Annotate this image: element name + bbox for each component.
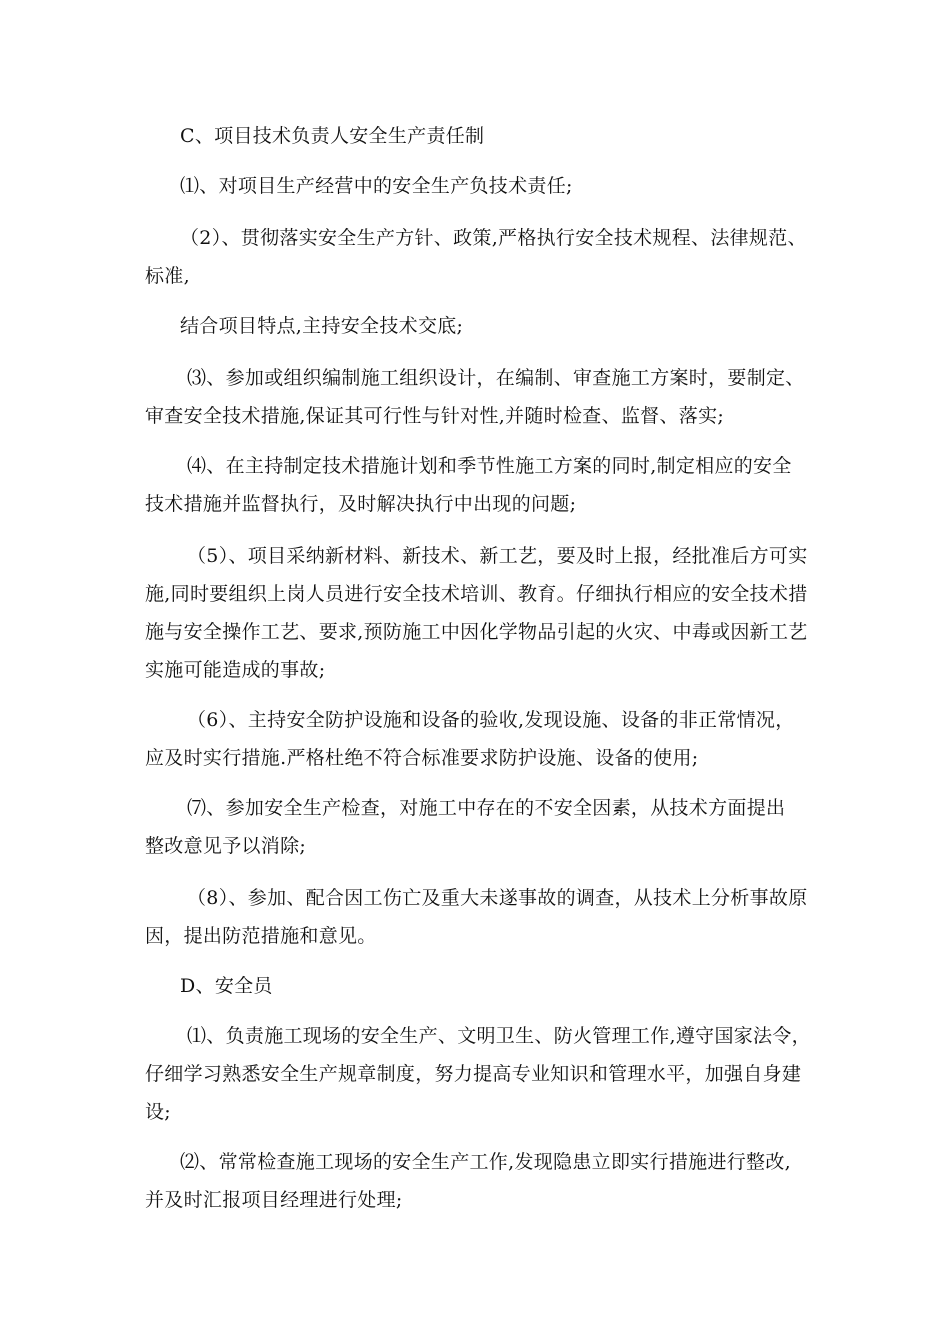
paragraph-line: ⑴、对项目生产经营中的安全生产负技术责任; [180, 175, 573, 197]
paragraph-line: 并及时汇报项目经理进行处理; [145, 1189, 403, 1211]
paragraph-line: 结合项目特点,主持安全技术交底; [180, 315, 464, 337]
paragraph-line: （5）、项目采纳新材料、新技术、新工艺，要及时上报，经批准后方可实 [187, 545, 808, 567]
paragraph-line: 因，提出防范措施和意见。 [145, 925, 377, 947]
paragraph-line: （2）、贯彻落实安全生产方针、政策,严格执行安全技术规程、法律规范、 [180, 227, 807, 249]
paragraph-line: （6）、主持安全防护设施和设备的验收,发现设施、设备的非正常情况， [187, 709, 795, 731]
paragraph-line: ⑺、参加安全生产检查，对施工中存在的不安全因素，从技术方面提出 [187, 797, 786, 819]
paragraph-line: ⑵、常常检查施工现场的安全生产工作,发现隐患立即实行措施进行整改, [180, 1151, 791, 1173]
heading-d: D、安全员 [180, 975, 273, 997]
paragraph-line: 仔细学习熟悉安全生产规章制度，努力提高专业知识和管理水平，加强自身建 [145, 1063, 802, 1085]
paragraph-line: 设; [145, 1101, 172, 1123]
paragraph-line: 施与安全操作工艺、要求,预防施工中因化学物品引起的火灾、中毒或因新工艺 [145, 621, 808, 643]
paragraph-line: 实施可能造成的事故; [145, 659, 326, 681]
paragraph-line: （8）、参加、配合因工伤亡及重大未遂事故的调查，从技术上分析事故原 [187, 887, 808, 909]
paragraph-line: ⑴、负责施工现场的安全生产、文明卫生、防火管理工作,遵守国家法令， [187, 1025, 811, 1047]
paragraph-line: ⑷、在主持制定技术措施计划和季节性施工方案的同时,制定相应的安全 [187, 455, 792, 477]
paragraph-line: ⑶、参加或组织编制施工组织设计，在编制、审查施工方案时，要制定、 [187, 367, 805, 389]
paragraph-line: 施,同时要组织上岗人员进行安全技术培训、教育。仔细执行相应的安全技术措 [145, 583, 808, 605]
paragraph-line: 应及时实行措施.严格杜绝不符合标准要求防护设施、设备的使用; [145, 747, 699, 769]
paragraph-line: 标准, [145, 265, 190, 287]
paragraph-line: 技术措施并监督执行，及时解决执行中出现的问题; [145, 493, 577, 515]
paragraph-line: 整改意见予以消除; [145, 835, 307, 857]
heading-c: C、项目技术负责人安全生产责任制 [180, 125, 485, 147]
paragraph-line: 审查安全技术措施,保证其可行性与针对性,并随时检查、监督、落实; [145, 405, 725, 427]
